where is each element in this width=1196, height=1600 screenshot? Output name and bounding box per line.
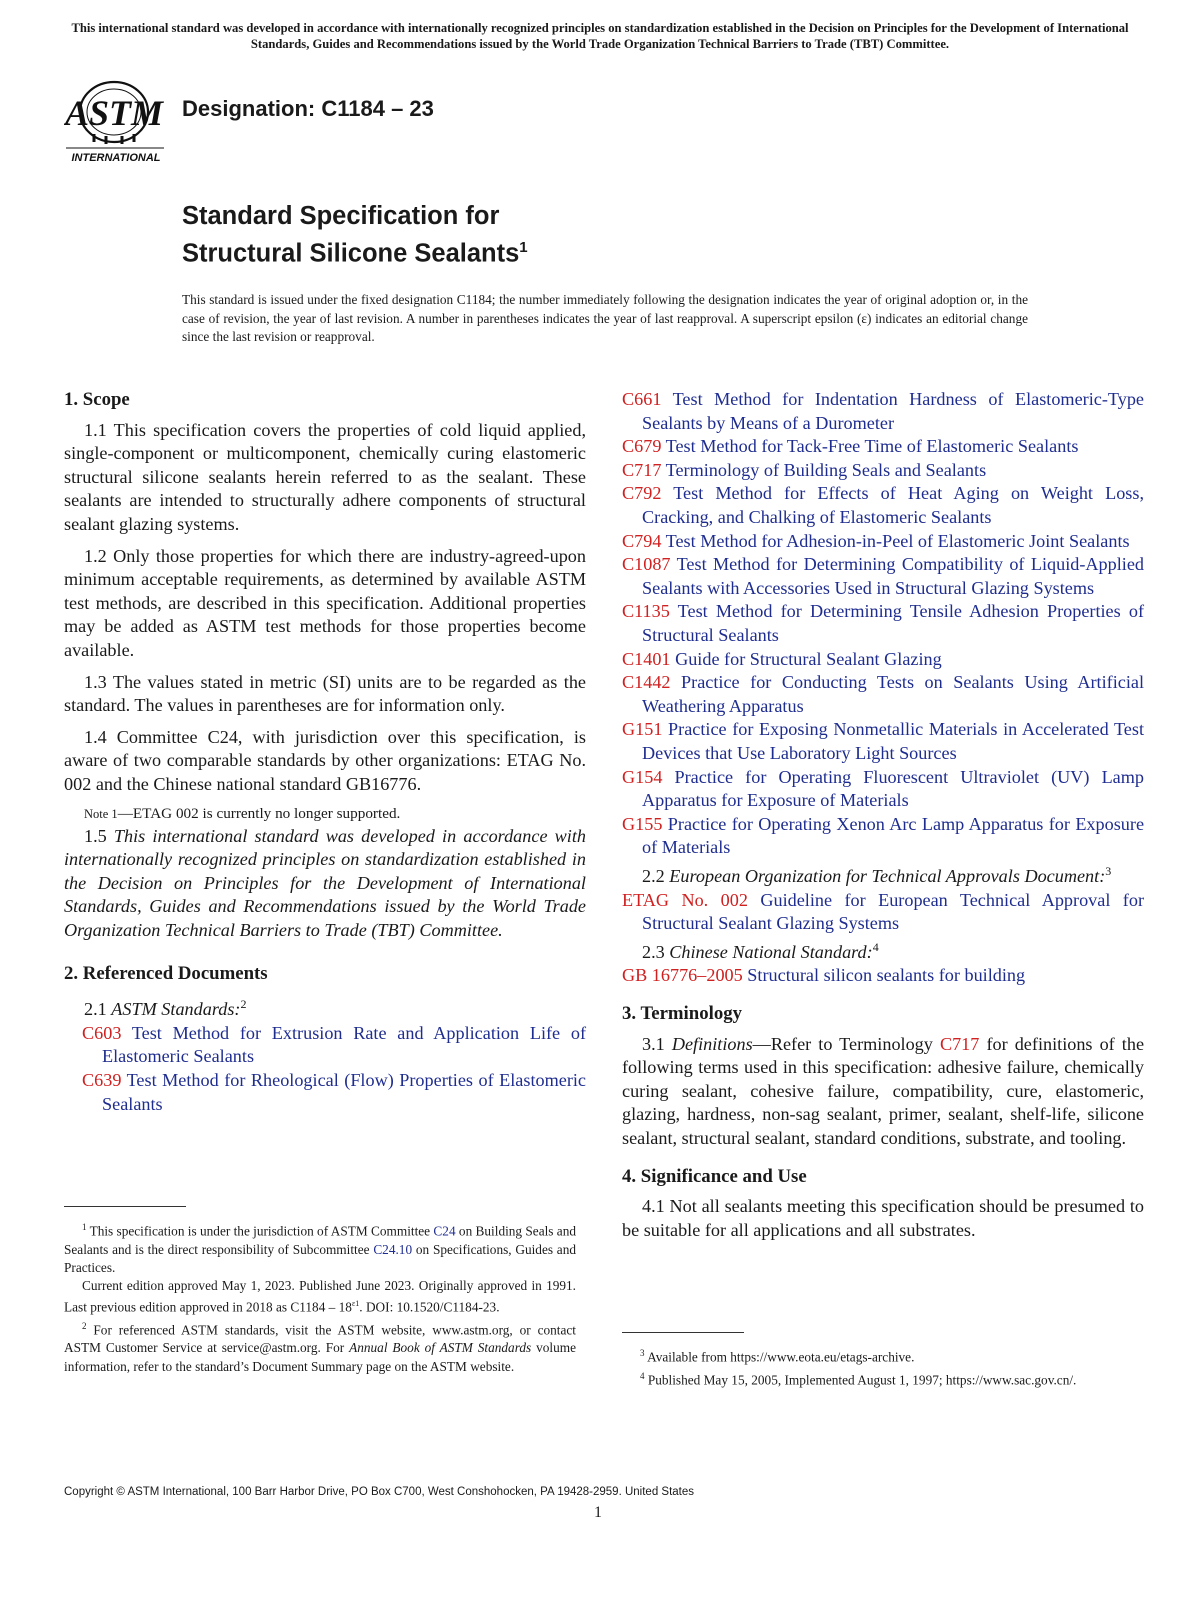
scope-heading: 1. Scope (64, 389, 130, 410)
fn2-mark: 2 (82, 1320, 87, 1331)
title-line-2: Structural Silicone Sealants (182, 239, 520, 268)
para-3-1-pre: —Refer to Terminology (752, 1033, 940, 1054)
ref-code[interactable]: GB 16776–2005 (622, 965, 743, 986)
ref-item[interactable] (622, 964, 1144, 988)
ref-item[interactable] (622, 671, 1144, 718)
cn-mark: 4 (872, 939, 879, 954)
ref-code[interactable]: G154 (622, 766, 663, 787)
eota-label-text: European Organization for Technical Approvals Document: (669, 865, 1106, 886)
ref-item[interactable] (622, 435, 1144, 459)
footnote-rule-left (64, 1206, 186, 1207)
ref-title[interactable]: Test Method for Rheological (Flow) Properties of Elastomeric Sealants (102, 1069, 587, 1114)
astm-logo (64, 72, 168, 166)
fn1-text-b: on Building Seals and Sealants and is the direct responsibility of Subcommittee (64, 1223, 576, 1257)
significance-heading: 4. Significance and Use (622, 1165, 807, 1187)
title-footnote-mark: 1 (519, 239, 528, 256)
ref-code[interactable]: C639 (82, 1069, 122, 1090)
para-1-5-num: 1.5 (84, 825, 107, 846)
footnotes-right (622, 1344, 1144, 1389)
copyright: Copyright © ASTM International, 100 Barr Harbor Drive, PO Box C700, West Conshohocken, PA 19428-2959. United States (64, 1486, 695, 1498)
ref-item[interactable] (82, 1069, 586, 1116)
page-number: 1 (594, 1504, 602, 1521)
ref-item[interactable] (622, 766, 1144, 813)
document-title (182, 200, 528, 270)
ref-code[interactable]: C661 (622, 389, 662, 409)
astm-refs-left (64, 1022, 586, 1116)
ref-item[interactable] (622, 718, 1144, 765)
left-column (64, 388, 586, 1116)
ref-title[interactable]: Test Method for Determining Tensile Adhesion Properties of Structural Sealants (642, 601, 1144, 645)
c717-link[interactable]: C717 (939, 1033, 980, 1054)
astm-standards-label (64, 993, 586, 1022)
ref-code[interactable]: C1442 (622, 672, 671, 693)
ref-title[interactable]: Terminology of Building Seals and Sealants (665, 459, 987, 480)
fn2-italic: Annual Book of ASTM Standards (349, 1340, 532, 1356)
ref-item[interactable] (622, 482, 1144, 529)
ref-title[interactable]: Structural silicon sealants for building (747, 965, 1026, 986)
ref-title[interactable]: Practice for Operating Fluorescent Ultraviolet (UV) Lamp Apparatus for Exposure of Materials (642, 766, 1144, 811)
footnote-1-edition (64, 1277, 576, 1317)
ref-item[interactable] (622, 600, 1144, 647)
ref-code[interactable]: C679 (622, 436, 662, 457)
ref-item[interactable] (622, 813, 1144, 860)
para-3-1 (622, 1033, 1144, 1151)
astm-label: ASTM Standards: (111, 999, 241, 1020)
astm-refs-right (622, 388, 1144, 860)
footnote-1 (64, 1218, 576, 1277)
fn2-text-b: volume information, refer to the standard’s Document Summary page on the ASTM website. (64, 1340, 576, 1374)
fn3-mark: 3 (640, 1348, 645, 1358)
referenced-heading: 2. Referenced Documents (64, 963, 268, 985)
logo-subtext: INTERNATIONAL (71, 152, 161, 164)
para-1-4: 1.4 Committee C24, with jurisdiction over this specification, is aware of two comparable standards by other organizations: ETAG No. 002 and the Chinese national standard GB16776. (64, 726, 586, 794)
wto-notice: This international standard was developed in accordance with internationally recognized principles on standardization established in the Decision on Principles for the Development of International Standards, Guides and Recommendations issued by the World Trade Organization Technical Barriers to Trade (TBT) Committee. (71, 21, 1129, 51)
designation: Designation: C1184 – 23 (182, 96, 434, 121)
note-label: Note 1 (84, 806, 118, 821)
cn-num: 2.3 (642, 941, 665, 962)
title-line-1: Standard Specification for (182, 202, 500, 230)
fn1-text-c: on Specifications, Guides and Practices. (64, 1241, 576, 1275)
footnote-3 (622, 1344, 1144, 1367)
para-1-5 (64, 825, 586, 943)
fn3-text: Available from https://www.eota.eu/etags-archive. (644, 1349, 915, 1365)
ref-title[interactable]: Practice for Exposing Nonmetallic Materials in Accelerated Test Devices that Use Laboratory Light Sources (642, 719, 1145, 763)
para-3-1-term: Definitions (671, 1033, 753, 1054)
issued-note: This standard is issued under the fixed designation C1184; the number immediately following the designation indicates the year of original adoption or, in the case of revision, the year of last revision. A number in parentheses indicates the year of last reapproval. A superscript epsilon (ε) indicates an editorial change since the last revision or reapproval. (182, 292, 1028, 344)
ref-title[interactable]: Practice for Operating Xenon Arc Lamp Apparatus for Exposure of Materials (642, 813, 1145, 858)
ref-code[interactable]: C794 (622, 530, 662, 551)
ref-code[interactable]: C792 (622, 483, 662, 504)
ref-code[interactable]: G155 (622, 813, 663, 834)
fn1-mark: 1 (82, 1222, 87, 1232)
note-text: —ETAG 002 is currently no longer supported. (117, 804, 401, 822)
fn1-edition-b: . DOI: 10.1520/C1184-23. (359, 1299, 500, 1315)
astm-num: 2.1 (84, 999, 107, 1020)
para-1-5-text: This international standard was developed in accordance with internationally recognized principles on standardization established in the Decision on Principles for the Development of International Standards, Guides and Recommendations issued by the World Trade Organization Technical Barriers to Trade (TBT) Committee. (64, 825, 587, 940)
ref-item[interactable] (622, 889, 1144, 936)
footnote-rule-right (622, 1332, 744, 1333)
footnotes-left (64, 1218, 576, 1376)
ref-item[interactable] (622, 388, 1144, 435)
footnote-2 (64, 1317, 576, 1376)
fn4-text: Published May 15, 2005, Implemented August 1, 1997; https://www.sac.gov.cn/. (644, 1372, 1077, 1388)
fn4-mark: 4 (640, 1370, 645, 1381)
ref-item[interactable] (622, 530, 1144, 554)
terminology-heading: 3. Terminology (622, 1002, 743, 1024)
ref-code[interactable]: C1087 (622, 554, 671, 575)
para-4-1: 4.1 Not all sealants meeting this specification should be presumed to be suitable for all applications and all substrates. (622, 1196, 1144, 1240)
ref-title[interactable]: Test Method for Determining Compatibility of Liquid-Applied Sealants with Accessories Used in Structural Glazing Systems (642, 554, 1145, 598)
para-1-1: 1.1 This specification covers the properties of cold liquid applied, single-component or multicomponent, chemically curing elastomeric structural silicone sealants herein referred to as the sealant. These sealants are intended to structurally adhere components of structural sealant glazing systems. (64, 419, 586, 534)
ref-code[interactable]: ETAG No. 002 (622, 889, 748, 910)
ref-title[interactable]: Guideline for European Technical Approval for Structural Sealant Glazing Systems (642, 889, 1145, 934)
ref-code[interactable]: G151 (622, 719, 663, 740)
eota-label (622, 860, 1144, 889)
subcommittee-c2410-link[interactable]: C24.10 (373, 1241, 413, 1257)
eota-mark: 3 (1105, 863, 1112, 878)
fn1-edition-a: Current edition approved May 1, 2023. Published June 2023. Originally approved in 1991. Last previous edition approved in 2018 as C1184 – 18 (64, 1278, 576, 1315)
ref-code[interactable]: C717 (622, 459, 662, 480)
ref-item[interactable] (622, 553, 1144, 600)
ref-title[interactable]: Test Method for Extrusion Rate and Application Life of Elastomeric Sealants (102, 1022, 586, 1067)
para-3-1-post: for definitions of the following terms used in this specification: adhesive failure, chemically curing sealant, cohesive failure, compatibility, cure, elastomeric, glazing, hardness, non-sag sealant, primer, sealant, shelf-life, silicone sealant, structural sealant, standard conditions, substrate, and tooling. (622, 1033, 1145, 1148)
ref-code[interactable]: C1401 (622, 648, 671, 669)
ref-title[interactable]: Practice for Conducting Tests on Sealants Using Artificial Weathering Apparatus (642, 672, 1145, 716)
ref-title[interactable]: Test Method for Indentation Hardness of Elastomeric-Type Sealants by Means of a Durometer (642, 389, 1144, 433)
para-3-1-num: 3.1 (642, 1033, 665, 1054)
para-1-2: 1.2 Only those properties for which there are industry-agreed-upon minimum acceptable requirements, as determined by available ASTM test methods, are described in this specification. Additional properties may be added as ASTM test methods for those properties become available. (64, 545, 586, 660)
cn-label-text: Chinese National Standard: (669, 941, 873, 962)
right-column (622, 388, 1144, 1242)
fn2-text-a: For referenced ASTM standards, visit the ASTM website, www.astm.org, or contact ASTM Customer Service at service@astm.org. For (64, 1322, 576, 1356)
ref-title[interactable]: Test Method for Tack-Free Time of Elastomeric Sealants (665, 436, 1079, 457)
committee-c24-link[interactable]: C24 (433, 1223, 456, 1239)
footnote-4 (622, 1367, 1144, 1390)
eota-num: 2.2 (642, 865, 665, 886)
ref-code[interactable]: C603 (82, 1022, 122, 1043)
note-1 (64, 803, 586, 825)
ref-title[interactable]: Guide for Structural Sealant Glazing (675, 648, 942, 669)
para-1-3: 1.3 The values stated in metric (SI) units are to be regarded as the standard. The values in parentheses are for information only. (64, 671, 586, 716)
astm-mark: 2 (240, 997, 247, 1012)
ref-item[interactable] (622, 459, 1144, 483)
logo-text: ASTM (64, 93, 164, 133)
ref-title[interactable]: Test Method for Adhesion-in-Peel of Elastomeric Joint Sealants (665, 530, 1130, 551)
ref-title[interactable]: Test Method for Effects of Heat Aging on Weight Loss, Cracking, and Chalking of Elastomeric Sealants (642, 483, 1145, 527)
ref-item[interactable] (622, 648, 1144, 672)
fn1-text-a: This specification is under the jurisdiction of ASTM Committee (86, 1223, 434, 1239)
cn-label (622, 936, 1144, 965)
ref-code[interactable]: C1135 (622, 601, 670, 622)
fn1-edition-eps: ε1 (351, 1299, 360, 1309)
ref-item[interactable] (82, 1022, 586, 1069)
